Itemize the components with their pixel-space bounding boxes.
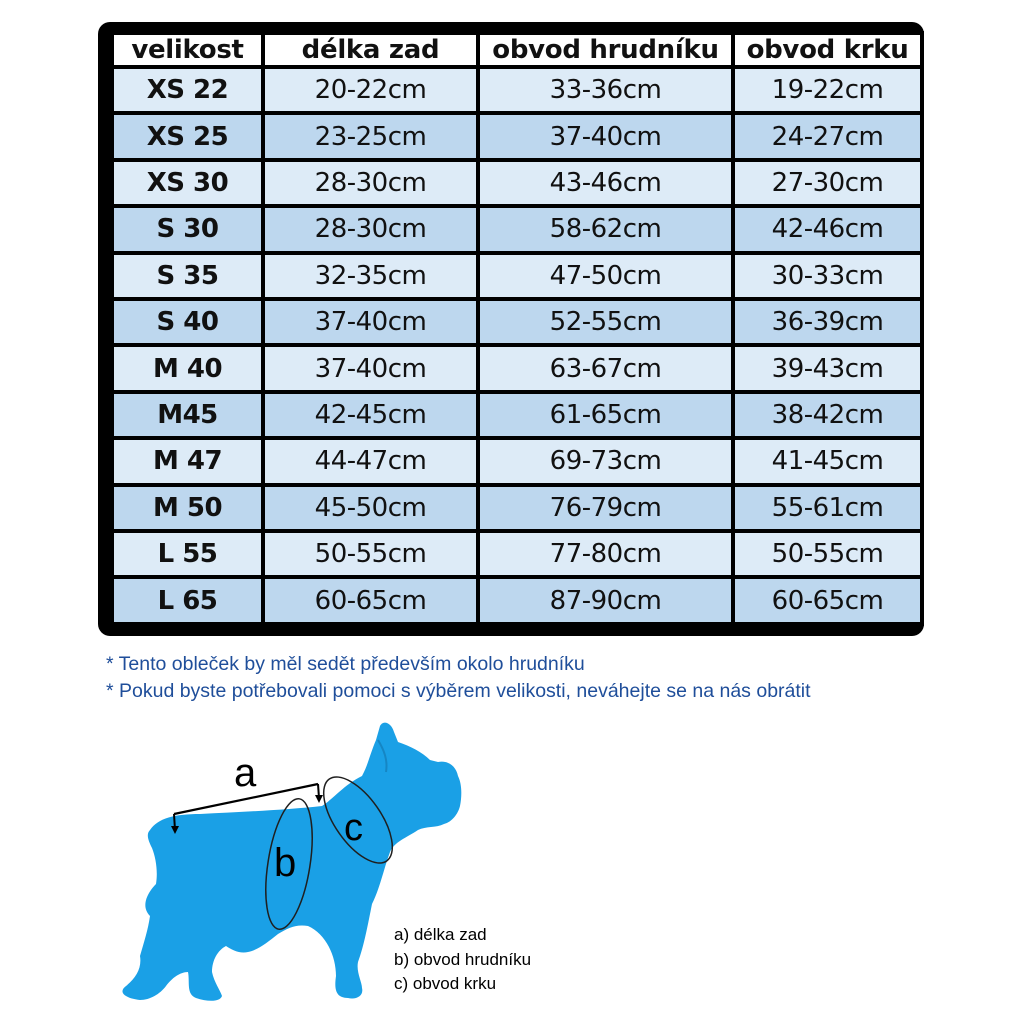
neck-girth-cell: 50-55cm	[735, 533, 920, 575]
table-row	[114, 255, 920, 297]
table-header-row	[114, 35, 920, 65]
size-cell: XS 30	[114, 162, 261, 204]
size-cell: XS 25	[114, 115, 261, 157]
size-cell: S 30	[114, 208, 261, 250]
chest-girth-cell: 43-46cm	[480, 162, 731, 204]
size-table	[110, 31, 924, 626]
neck-girth-cell: 60-65cm	[735, 579, 920, 622]
legend-item-b: b) obvod hrudníku	[394, 949, 532, 969]
neck-girth-cell: 24-27cm	[735, 115, 920, 157]
back-length-cell: 28-30cm	[265, 208, 476, 250]
chest-girth-cell: 33-36cm	[480, 69, 731, 111]
neck-girth-cell: 19-22cm	[735, 69, 920, 111]
neck-girth-cell: 30-33cm	[735, 255, 920, 297]
table-row	[114, 69, 920, 111]
measure-a-arrow-right	[315, 795, 323, 803]
table-row	[114, 579, 920, 622]
table-row	[114, 347, 920, 389]
neck-girth-cell: 55-61cm	[735, 487, 920, 529]
chest-girth-cell: 87-90cm	[480, 579, 731, 622]
chest-girth-cell: 76-79cm	[480, 487, 731, 529]
table-row	[114, 301, 920, 343]
header-neck-girth: obvod krku	[735, 35, 920, 65]
size-cell: S 40	[114, 301, 261, 343]
neck-girth-cell: 41-45cm	[735, 440, 920, 482]
measurement-legend	[394, 923, 531, 997]
chest-girth-cell: 77-80cm	[480, 533, 731, 575]
note-fit: * Tento obleček by měl sedět především okolo hrudníku	[106, 653, 585, 675]
table-body	[114, 69, 920, 622]
chest-girth-cell: 58-62cm	[480, 208, 731, 250]
size-cell: S 35	[114, 255, 261, 297]
table-row	[114, 162, 920, 204]
back-length-cell: 37-40cm	[265, 301, 476, 343]
back-length-cell: 23-25cm	[265, 115, 476, 157]
chest-girth-cell: 61-65cm	[480, 394, 731, 436]
notes	[106, 651, 811, 705]
chest-girth-cell: 47-50cm	[480, 255, 731, 297]
size-cell: M 40	[114, 347, 261, 389]
header-back-length: délka zad	[265, 35, 476, 65]
neck-girth-cell: 39-43cm	[735, 347, 920, 389]
table-row	[114, 533, 920, 575]
table-row	[114, 208, 920, 250]
legend-item-c: c) obvod krku	[394, 974, 497, 993]
chest-girth-cell: 52-55cm	[480, 301, 731, 343]
back-length-cell: 50-55cm	[265, 533, 476, 575]
neck-girth-cell: 36-39cm	[735, 301, 920, 343]
note-help: * Pokud byste potřebovali pomoci s výběrem velikosti, neváhejte se na nás obrátit	[106, 680, 811, 702]
back-length-cell: 37-40cm	[265, 347, 476, 389]
label-c: c	[344, 807, 363, 849]
table-row	[114, 394, 920, 436]
neck-girth-cell: 38-42cm	[735, 394, 920, 436]
table-row	[114, 440, 920, 482]
back-length-cell: 42-45cm	[265, 394, 476, 436]
size-cell: M45	[114, 394, 261, 436]
back-length-cell: 45-50cm	[265, 487, 476, 529]
size-cell: L 55	[114, 533, 261, 575]
size-table-frame	[98, 22, 924, 636]
label-a: a	[234, 751, 257, 795]
neck-girth-cell: 27-30cm	[735, 162, 920, 204]
chest-girth-cell: 69-73cm	[480, 440, 731, 482]
header-size: velikost	[114, 35, 261, 65]
header-chest-girth: obvod hrudníku	[480, 35, 731, 65]
back-length-cell: 32-35cm	[265, 255, 476, 297]
chest-girth-cell: 63-67cm	[480, 347, 731, 389]
back-length-cell: 20-22cm	[265, 69, 476, 111]
back-length-cell: 44-47cm	[265, 440, 476, 482]
chest-girth-cell: 37-40cm	[480, 115, 731, 157]
size-cell: XS 22	[114, 69, 261, 111]
legend-item-a: a) délka zad	[394, 925, 487, 944]
table-row	[114, 487, 920, 529]
size-cell: M 50	[114, 487, 261, 529]
back-length-cell: 28-30cm	[265, 162, 476, 204]
back-length-cell: 60-65cm	[265, 579, 476, 622]
neck-girth-cell: 42-46cm	[735, 208, 920, 250]
size-cell: L 65	[114, 579, 261, 622]
size-cell: M 47	[114, 440, 261, 482]
table-row	[114, 115, 920, 157]
label-b: b	[274, 841, 297, 885]
